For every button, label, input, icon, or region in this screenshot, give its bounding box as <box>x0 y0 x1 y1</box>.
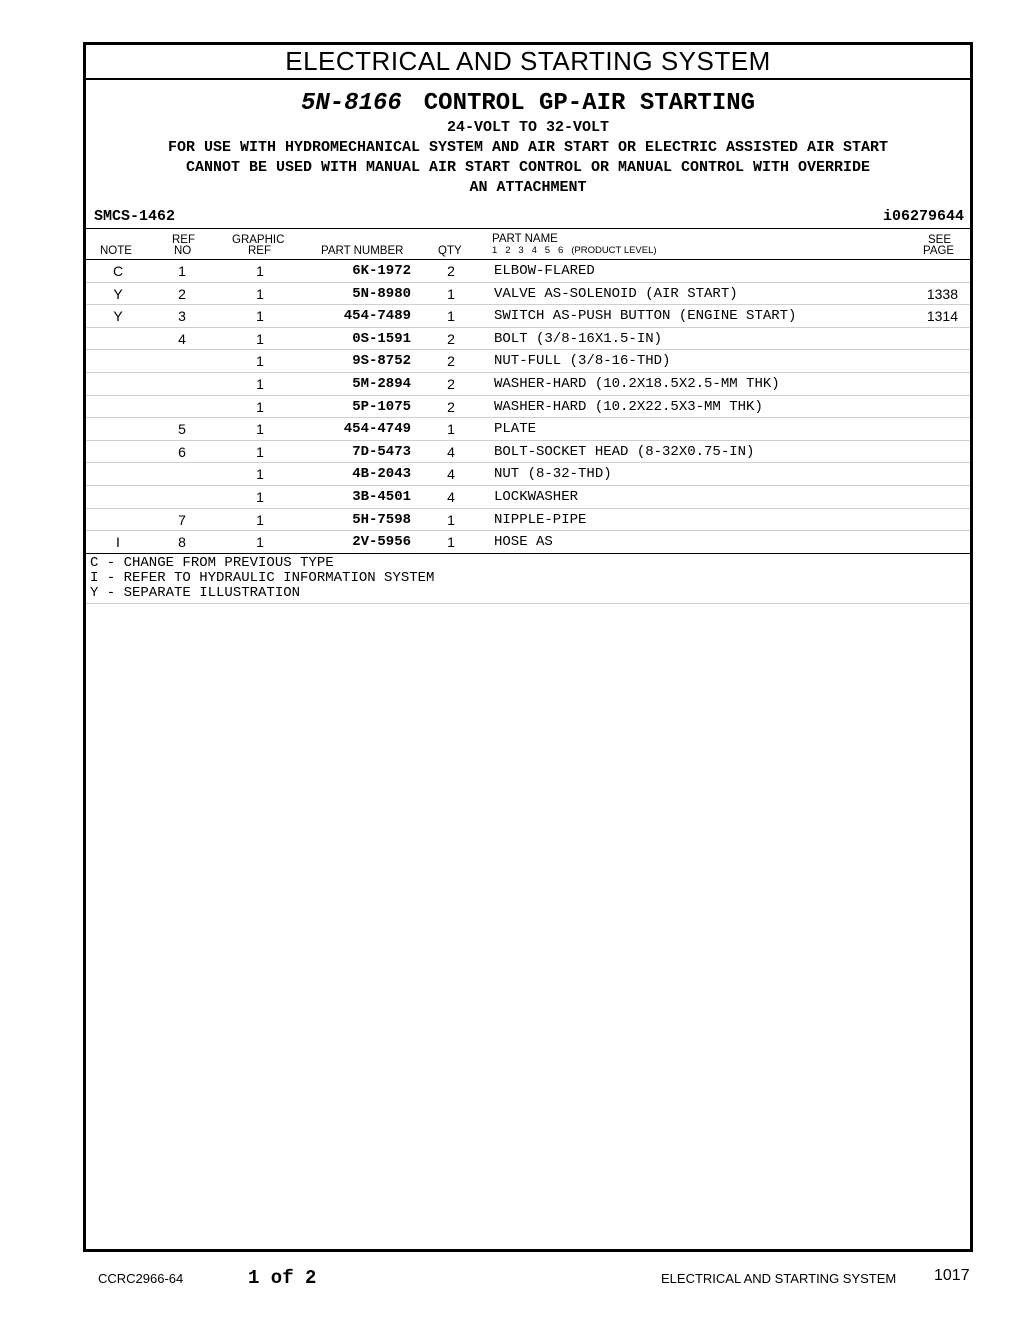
footer-code: CCRC2966-64 <box>98 1271 184 1286</box>
note-y: Y - SEPARATE ILLUSTRATION <box>90 584 301 601</box>
footer-page-number: 1017 <box>934 1267 970 1284</box>
group-line-voltage: 24-VOLT TO 32-VOLT <box>446 119 610 136</box>
row-part-name: WASHER-HARD (10.2X18.5X2.5-MM THK) <box>494 375 780 392</box>
table-row <box>86 418 970 441</box>
col-graphic-top: GRAPHIC <box>232 234 285 246</box>
row-graphic-ref: 1 <box>256 534 264 551</box>
row-note: Y <box>113 308 123 325</box>
row-graphic-ref: 1 <box>256 308 264 325</box>
row-part-name: VALVE AS-SOLENOID (AIR START) <box>494 285 738 302</box>
col-see-top: SEE <box>928 234 952 246</box>
row-ref: 8 <box>178 534 186 551</box>
group-part-number: 5N-8166 <box>300 90 402 117</box>
row-note: I <box>116 534 120 551</box>
row-qty: 1 <box>447 534 455 551</box>
row-part-name: WASHER-HARD (10.2X22.5X3-MM THK) <box>494 398 763 415</box>
note-i: I - REFER TO HYDRAULIC INFORMATION SYSTEM <box>90 569 435 586</box>
row-part-number: 454-7489 <box>343 308 411 325</box>
parts-page-frame <box>83 42 973 1252</box>
row-part-number: 9S-8752 <box>352 353 411 370</box>
table-row <box>86 260 970 283</box>
row-part-number: 0S-1591 <box>352 330 411 347</box>
row-part-number: 5H-7598 <box>352 511 411 528</box>
table-row <box>86 396 970 419</box>
row-ref: 4 <box>178 330 186 347</box>
row-graphic-ref: 1 <box>256 398 264 415</box>
col-graphic-bottom: REF <box>248 245 271 257</box>
table-row <box>86 305 970 328</box>
group-name: CONTROL GP-AIR STARTING <box>423 90 756 117</box>
row-part-number: 454-4749 <box>343 421 411 438</box>
row-part-name: NIPPLE-PIPE <box>494 511 587 528</box>
row-part-name: SWITCH AS-PUSH BUTTON (ENGINE START) <box>494 308 797 325</box>
row-qty: 4 <box>447 488 455 505</box>
row-graphic-ref: 1 <box>256 263 264 279</box>
row-part-name: PLATE <box>494 421 537 438</box>
footer-page-count: 1 of 2 <box>248 1267 317 1289</box>
table-row <box>86 463 970 486</box>
row-qty: 2 <box>447 330 455 347</box>
row-qty: 4 <box>447 443 455 460</box>
row-ref: 3 <box>178 308 186 325</box>
row-part-name: LOCKWASHER <box>494 488 579 505</box>
row-graphic-ref: 1 <box>256 330 264 347</box>
col-part-name: PART NAME <box>492 233 558 245</box>
page-footer <box>0 1262 1020 1292</box>
footer-section: ELECTRICAL AND STARTING SYSTEM <box>661 1271 897 1286</box>
row-note: Y <box>113 285 123 302</box>
row-qty: 1 <box>447 511 455 528</box>
col-product-level: 1 2 3 4 5 6 (PRODUCT LEVEL) <box>492 245 657 256</box>
group-title <box>86 90 970 118</box>
row-part-number: 5N-8980 <box>352 285 411 302</box>
row-graphic-ref: 1 <box>256 353 264 370</box>
row-part-number: 7D-5473 <box>352 443 411 460</box>
row-note: C <box>112 263 124 279</box>
row-graphic-ref: 1 <box>256 511 264 528</box>
col-note: NOTE <box>100 245 132 257</box>
row-part-number: 2V-5956 <box>352 534 411 551</box>
note-c: C - CHANGE FROM PREVIOUS TYPE <box>90 554 334 571</box>
col-ref-top: REF <box>172 234 195 246</box>
row-graphic-ref: 1 <box>256 285 264 302</box>
row-qty: 1 <box>447 421 455 438</box>
col-ref-bottom: NO <box>174 245 192 257</box>
group-line-restriction: CANNOT BE USED WITH MANUAL AIR START CONTROL OR MANUAL CONTROL WITH OVERRIDE <box>185 159 871 176</box>
table-row <box>86 441 970 464</box>
notes-legend <box>86 553 970 604</box>
row-qty: 2 <box>447 398 455 415</box>
section-title: ELECTRICAL AND STARTING SYSTEM <box>86 45 970 80</box>
row-part-number: 5P-1075 <box>352 398 411 415</box>
row-ref: 2 <box>178 285 186 302</box>
group-line-attachment: AN ATTACHMENT <box>469 179 587 196</box>
table-row <box>86 509 970 532</box>
table-row <box>86 283 970 306</box>
document-id: i06279644 <box>882 208 964 225</box>
row-graphic-ref: 1 <box>256 488 264 505</box>
row-graphic-ref: 1 <box>256 443 264 460</box>
row-part-number: 4B-2043 <box>352 466 411 483</box>
table-row <box>86 531 970 553</box>
row-part-number: 5M-2894 <box>352 375 411 392</box>
row-ref: 5 <box>178 421 186 438</box>
row-part-name: NUT (8-32-THD) <box>494 466 612 483</box>
row-part-name: BOLT (3/8-16X1.5-IN) <box>494 330 663 347</box>
col-part-number: PART NUMBER <box>321 245 404 257</box>
row-graphic-ref: 1 <box>256 421 264 438</box>
parts-list <box>86 260 970 553</box>
table-row <box>86 350 970 373</box>
row-graphic-ref: 1 <box>256 466 264 483</box>
row-qty: 4 <box>447 466 455 483</box>
col-qty: QTY <box>438 245 462 257</box>
row-qty: 2 <box>447 375 455 392</box>
row-ref: 7 <box>178 511 186 528</box>
table-row <box>86 373 970 396</box>
row-see-page: 1338 <box>926 285 958 302</box>
row-see-page: 1314 <box>926 308 958 325</box>
row-graphic-ref: 1 <box>256 375 264 392</box>
row-ref: 6 <box>178 443 186 460</box>
meta-row <box>86 206 970 229</box>
row-part-number: 3B-4501 <box>352 488 411 505</box>
group-line-usage: FOR USE WITH HYDROMECHANICAL SYSTEM AND AIR START OR ELECTRIC ASSISTED AIR START <box>167 139 889 156</box>
row-qty: 2 <box>447 263 455 279</box>
row-part-name: HOSE AS <box>494 534 553 551</box>
row-part-number: 6K-1972 <box>352 263 411 279</box>
col-see-bottom: PAGE <box>923 245 955 257</box>
row-part-name: NUT-FULL (3/8-16-THD) <box>494 353 671 370</box>
row-ref: 1 <box>178 263 186 279</box>
smcs-code: SMCS-1462 <box>94 208 176 225</box>
column-header <box>86 229 970 260</box>
table-row <box>86 486 970 509</box>
group-header <box>86 80 970 198</box>
table-row <box>86 328 970 351</box>
row-qty: 1 <box>447 285 455 302</box>
row-part-name: BOLT-SOCKET HEAD (8-32X0.75-IN) <box>494 443 755 460</box>
row-qty: 2 <box>447 353 455 370</box>
row-part-name: ELBOW-FLARED <box>494 263 595 279</box>
row-qty: 1 <box>447 308 455 325</box>
